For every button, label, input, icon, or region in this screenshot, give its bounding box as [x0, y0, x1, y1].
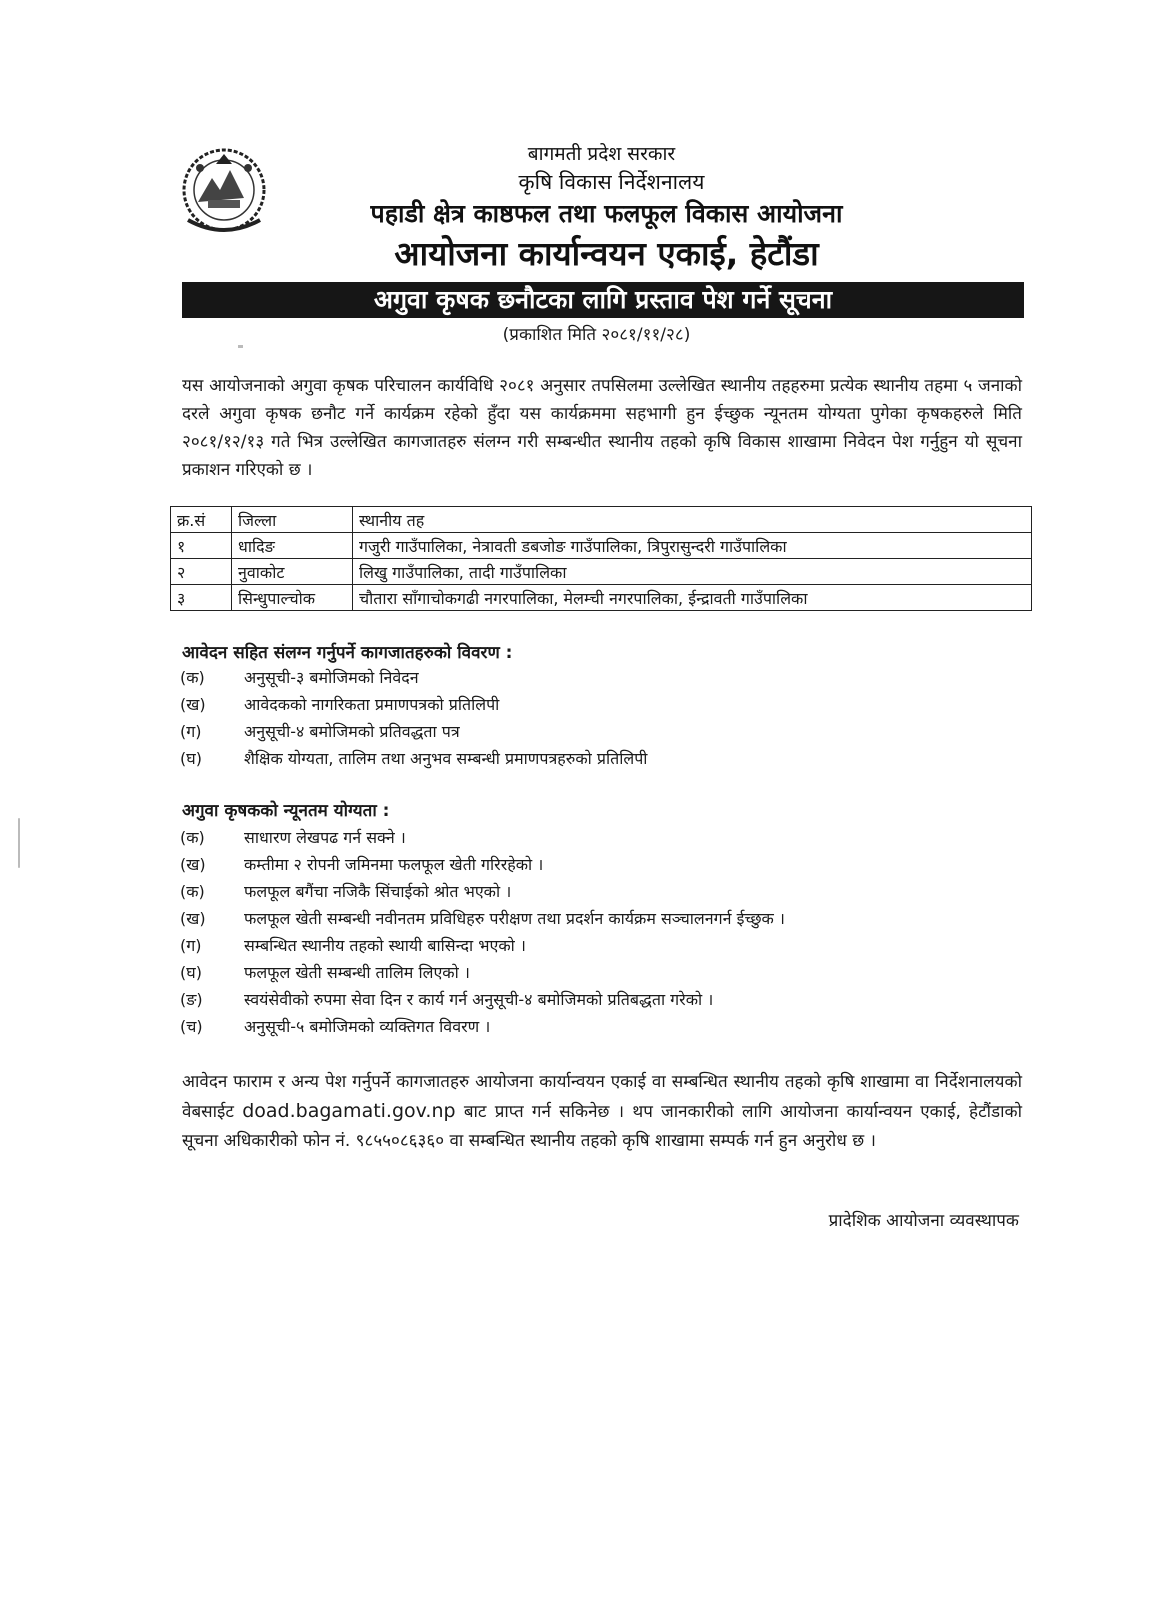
notice-title-banner: अगुवा कृषक छनौटका लागि प्रस्ताव पेश गर्ने सूचना [182, 282, 1024, 318]
qualification-list [180, 824, 785, 1040]
list-text: शैक्षिक योग्यता, तालिम तथा अनुभव सम्बन्धी प्रमाणपत्रहरुको प्रतिलिपी [244, 749, 648, 768]
list-text: फलफूल खेती सम्बन्धी तालिम लिएको । [244, 963, 470, 982]
scan-artifact-dot [238, 345, 243, 348]
table-row [171, 585, 1032, 611]
list-item [180, 932, 785, 959]
table-cell: लिखु गाउँपालिका, तादी गाउँपालिका [353, 559, 1032, 585]
list-text: फलफूल खेती सम्बन्धी नवीनतम प्रविधिहरु परीक्षण तथा प्रदर्शन कार्यक्रम सञ्चालनगर्न ईच्छुक । [244, 909, 785, 928]
list-item [180, 851, 785, 878]
list-text: सम्बन्धित स्थानीय तहको स्थायी बासिन्दा भएको । [244, 936, 526, 955]
list-item [180, 745, 647, 772]
list-item [180, 824, 785, 851]
list-item [180, 959, 785, 986]
table-header-cell: जिल्ला [232, 507, 353, 533]
table-cell: चौतारा साँगाचोकगढी नगरपालिका, मेलम्ची नगरपालिका, ईन्द्रावती गाउँपालिका [353, 585, 1032, 611]
documents-section-title: आवेदन सहित संलग्न गर्नुपर्ने कागजातहरुको विवरण : [182, 643, 513, 663]
table-header-cell: क्र.सं [171, 507, 232, 533]
list-marker: (क) [180, 882, 205, 901]
list-text: अनुसूची-४ बमोजिमको प्रतिवद्धता पत्र [244, 722, 460, 741]
closing-text-after-url: बाट प्राप्त गर्न सकिनेछ । थप जानकारीको लागि आयोजना कार्यान्वयन एकाई, हेटौंडाको सूचना अधिकारीको फोन नं. ९८५५०८६३६० वा सम्बन्धित स्थानीय तहको कृषि शाखामा सम्पर्क गर्न हुन अनुरोध छ । [182, 1102, 1023, 1151]
list-text: अनुसूची-५ बमोजिमको व्यक्तिगत विवरण । [244, 1017, 491, 1036]
table-cell: गजुरी गाउँपालिका, नेत्रावती डबजोङ गाउँपालिका, त्रिपुरासुन्दरी गाउँपालिका [353, 533, 1032, 559]
table-cell: ३ [171, 585, 232, 611]
list-item [180, 905, 785, 932]
list-marker: (ङ) [180, 990, 203, 1009]
table-cell: १ [171, 533, 232, 559]
table-cell: धादिङ [232, 533, 353, 559]
header-directorate: कृषि विकास निर्देशनालय [518, 170, 705, 194]
header-project: पहाडी क्षेत्र काष्ठफल तथा फलफूल विकास आयोजना [370, 199, 843, 228]
list-item [180, 1013, 785, 1040]
list-text: कम्तीमा २ रोपनी जमिनमा फलफूल खेती गरिरहेको । [244, 855, 544, 874]
list-marker: (घ) [180, 749, 202, 768]
closing-paragraph [182, 1068, 1022, 1156]
table-header-cell: स्थानीय तह [353, 507, 1032, 533]
list-marker: (च) [180, 1017, 203, 1036]
list-item [180, 664, 647, 691]
table-cell: नुवाकोट [232, 559, 353, 585]
header-unit: आयोजना कार्यान्वयन एकाई, हेटौंडा [394, 234, 819, 273]
table-header-row [171, 507, 1032, 533]
list-marker: (घ) [180, 963, 202, 982]
list-item [180, 691, 647, 718]
intro-paragraph: यस आयोजनाको अगुवा कृषक परिचालन कार्यविधि २०८१ अनुसार तपसिलमा उल्लेखित स्थानीय तहहरुमा प्रत्येक स्थानीय तहमा ५ जनाको दरले अगुवा कृषक छनौट गर्ने कार्यक्रम रहेको हुँदा यस कार्यक्रममा सहभागी हुन ईच्छुक न्यूनतम योग्यता पुगेका कृषकहरुले मिति २०८१/१२/१३ गते भित्र उल्लेखित कागजातहरु संलग्न गरी सम्बन्धीत स्थानीय तहको कृषि विकास शाखामा निवेदन पेश गर्नुहुन यो सूचना प्रकाशन गरिएको छ । [182, 376, 1022, 480]
list-item [180, 986, 785, 1013]
list-marker: (क) [180, 668, 205, 687]
website-link[interactable]: doad.bagamati.gov.np [242, 1100, 456, 1122]
list-text: स्वयंसेवीको रुपमा सेवा दिन र कार्य गर्न अनुसूची-४ बमोजिमको प्रतिबद्धता गरेको । [244, 990, 714, 1009]
table-row [171, 559, 1032, 585]
list-marker: (ग) [180, 722, 202, 741]
table-cell: २ [171, 559, 232, 585]
closing-text-before-url: आवेदन फाराम र अन्य पेश गर्नुपर्ने कागजातहरु आयोजना कार्यान्वयन एकाई वा सम्बन्धित स्थानीय तहको कृषि शाखामा वा निर्देशनालयको वेबसाईट [182, 1072, 1022, 1122]
table-cell: सिन्धुपाल्चोक [232, 585, 353, 611]
list-marker: (ख) [180, 695, 206, 714]
list-marker: (ख) [180, 855, 206, 874]
documents-list [180, 664, 647, 772]
list-item [180, 878, 785, 905]
published-date: (प्रकाशित मिति २०८१/११/२८) [502, 325, 691, 345]
list-text: अनुसूची-३ बमोजिमको निवेदन [244, 668, 419, 687]
list-marker: (ग) [180, 936, 202, 955]
list-item [180, 718, 647, 745]
table-row [171, 533, 1032, 559]
qualification-section-title: अगुवा कृषकको न्यूनतम योग्यता : [182, 801, 390, 821]
header-government: बागमती प्रदेश सरकार [527, 143, 676, 165]
list-marker: (ख) [180, 909, 206, 928]
list-marker: (क) [180, 828, 205, 847]
municipality-table [170, 506, 1032, 611]
list-text: आवेदकको नागरिकता प्रमाणपत्रको प्रतिलिपी [244, 695, 500, 714]
list-text: साधारण लेखपढ गर्न सक्ने । [244, 828, 406, 847]
scan-artifact-mark [18, 818, 20, 868]
list-text: फलफूल बगैंचा नजिकै सिंचाईको श्रोत भएको । [244, 882, 512, 901]
signoff-designation: प्रादेशिक आयोजना व्यवस्थापक [828, 1211, 1019, 1231]
